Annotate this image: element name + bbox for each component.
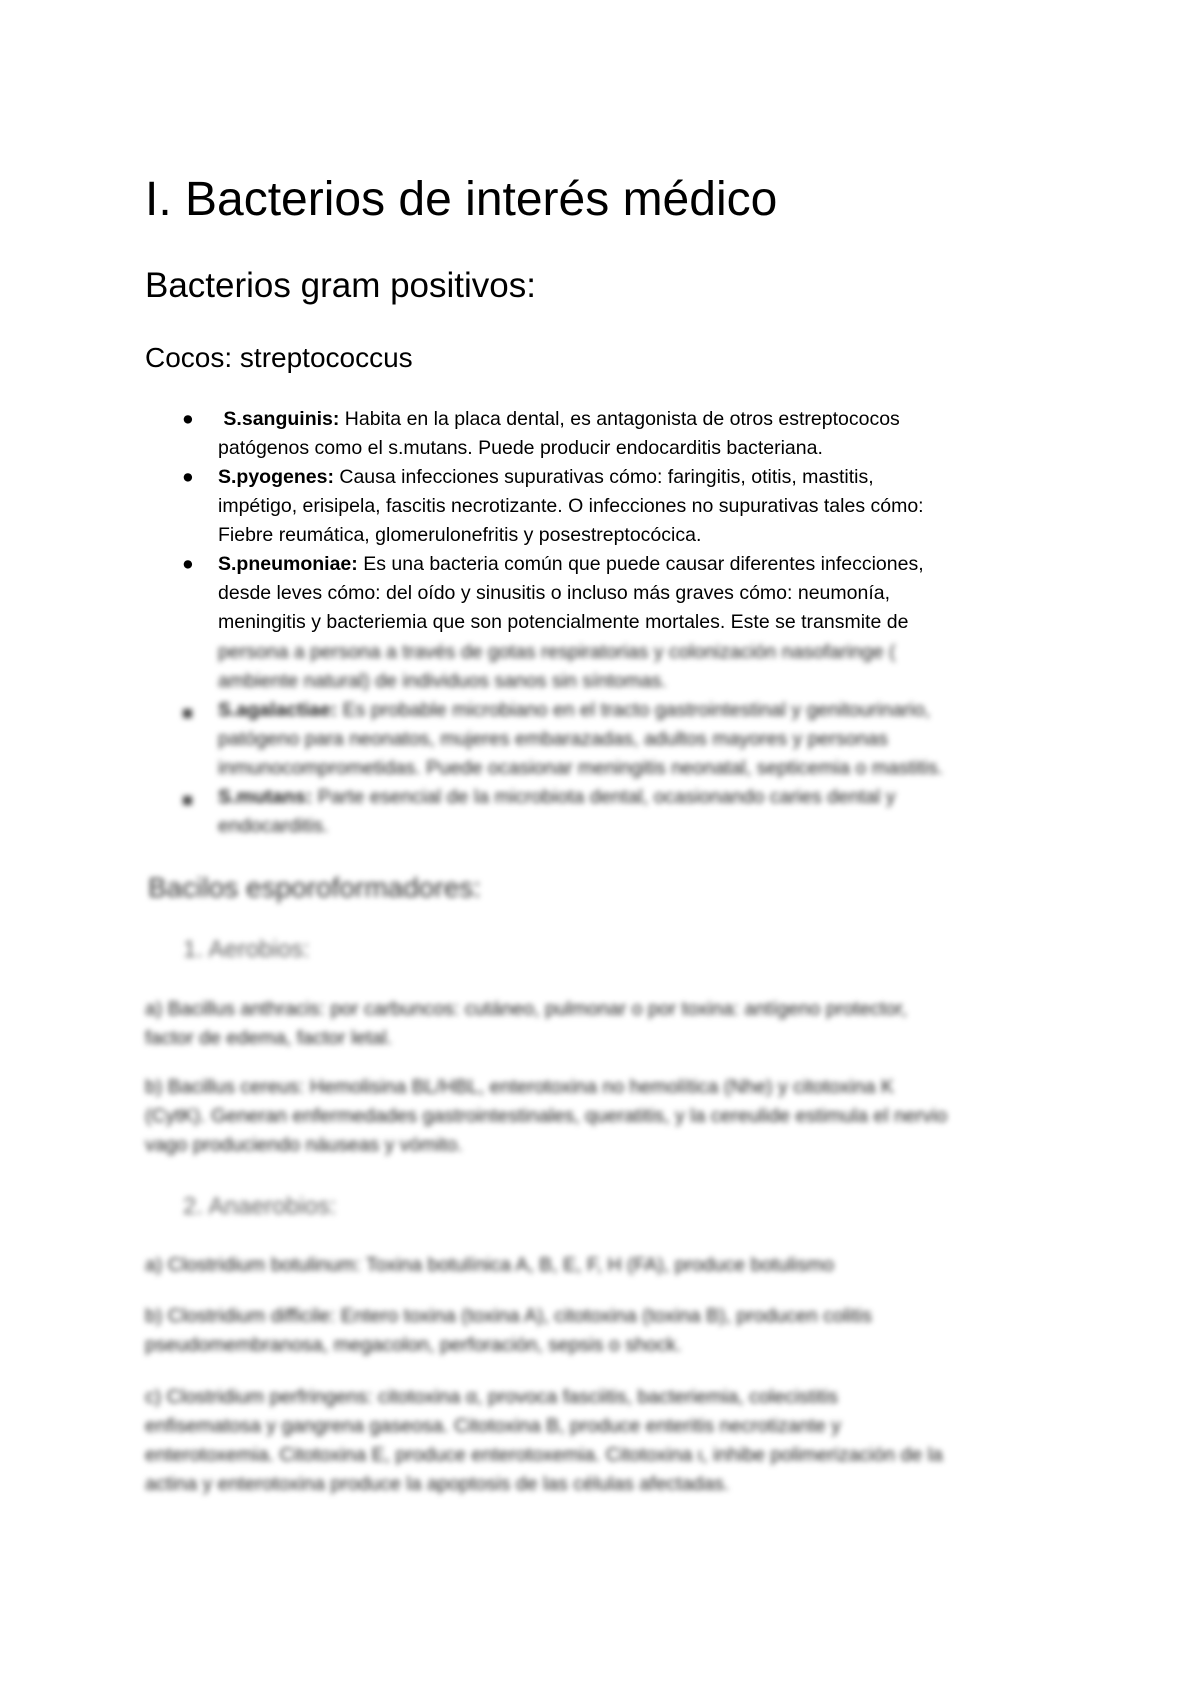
blurred-line: persona a persona a través de gotas respiratorias y colonización nasofaringe ( [218,641,896,663]
item-text: Causa infecciones supurativas cómo: faringitis, otitis, mastitis, [339,466,874,488]
item-line: Fiebre reumática, glomerulonefritis y posestreptocócica. [218,524,702,546]
blurred-line: b) Bacillus cereus: Hemolisina BL/HBL, enterotoxina no hemolítica (Nhe) y citotoxina K [145,1076,894,1098]
blurred-line: inmunocomprometidas. Puede ocasionar meningitis neonatal, septicemia o mastitis. [218,757,944,779]
list-item [145,550,1045,637]
blurred-subheading: 2. Anaerobios: [183,1193,337,1220]
bullet-square-icon [183,796,192,805]
blurred-line: c) Clostridium perfringens: citotoxina α, provoca fasciitis, bacteriemia, colecistitis [145,1386,838,1408]
subsection-heading: Cocos: streptococcus [145,342,413,373]
blurred-line: a) Clostridium botulinum: Toxina botulínica A, B, E, F, H (FA), produce botulismo [145,1254,834,1276]
blurred-subheading: 1. Aerobios: [183,936,310,963]
document-title: I. Bacterios de interés médico [145,173,778,226]
item-text: Es probable microbiano en el tracto gastrointestinal y genitourinario, [342,699,931,721]
blurred-line: pseudomembranosa, megacolon, perforación, sepsis o shock. [145,1334,682,1356]
blurred-line: enfisematosa y gangrena gaseosa. Citotoxina B, produce enteritis necrotizante y [145,1415,841,1437]
item-text: Es una bacteria común que puede causar diferentes infecciones, [363,553,924,575]
item-line: impétigo, erisipela, fascitis necrotizante. O infecciones no supurativas tales cómo: [218,495,924,517]
bullet-square-icon [183,709,192,718]
blurred-line: a) Bacillus anthracis: por carbuncos: cutáneo, pulmonar o por toxina: antígeno protector, [145,998,908,1020]
item-text: Habita en la placa dental, es antagonista de otros estreptococos [344,408,900,430]
blurred-line: patógeno para neonatos, mujeres embarazadas, adultos mayores y personas [218,728,888,750]
item-name: S.pneumoniae: [218,553,358,575]
blurred-line [218,696,930,725]
item-name: S.sanguinis: [223,408,340,430]
list-item [145,463,1045,550]
blurred-line: endocarditis. [218,815,329,837]
list-item [145,405,1045,463]
item-line [218,550,1045,579]
blurred-line: (CytK). Generan enfermedades gastrointestinales, queratitis, y la cereulide estimula el nervio [145,1105,948,1127]
bullet-icon: ● [182,466,194,488]
bullet-icon: ● [182,553,194,575]
item-text: Parte esencial de la microbiota dental, ocasionando caries dental y [317,786,896,808]
section-heading: Bacterios gram positivos: [145,266,536,305]
blurred-line: factor de edema, factor letal. [145,1027,393,1049]
item-name: S.agalactiae: [218,699,338,721]
blurred-line: enterotoxemia. Citotoxina E, produce enterotoxemia. Citotoxina ι, inhibe polimerización de la [145,1444,943,1466]
blurred-line [218,783,895,812]
item-line: meningitis y bacteriemia que son potencialmente mortales. Este se transmite de [218,611,909,633]
blurred-line: b) Clostridium difficile: Entero toxina (toxina A), citotoxina (toxina B), producen colitis [145,1305,872,1327]
item-line: patógenos como el s.mutans. Puede producir endocarditis bacteriana. [218,437,823,459]
blurred-heading: Bacilos esporoformadores: [148,872,482,903]
blurred-line: actina y enterotoxina produce la apoptosis de las células afectadas. [145,1473,730,1495]
item-line [218,463,1045,492]
item-line: desde leves cómo: del oído y sinusitis o incluso más graves cómo: neumonía, [218,582,891,604]
bacteria-list [145,405,1045,637]
item-name: S.mutans: [218,786,313,808]
item-name: S.pyogenes: [218,466,334,488]
bullet-icon: ● [182,408,194,430]
item-line [218,405,1045,434]
blurred-line: ambiente natural) de individuos sanos sin síntomas. [218,670,667,692]
blurred-line: vago produciendo náuseas y vómito. [145,1134,463,1156]
